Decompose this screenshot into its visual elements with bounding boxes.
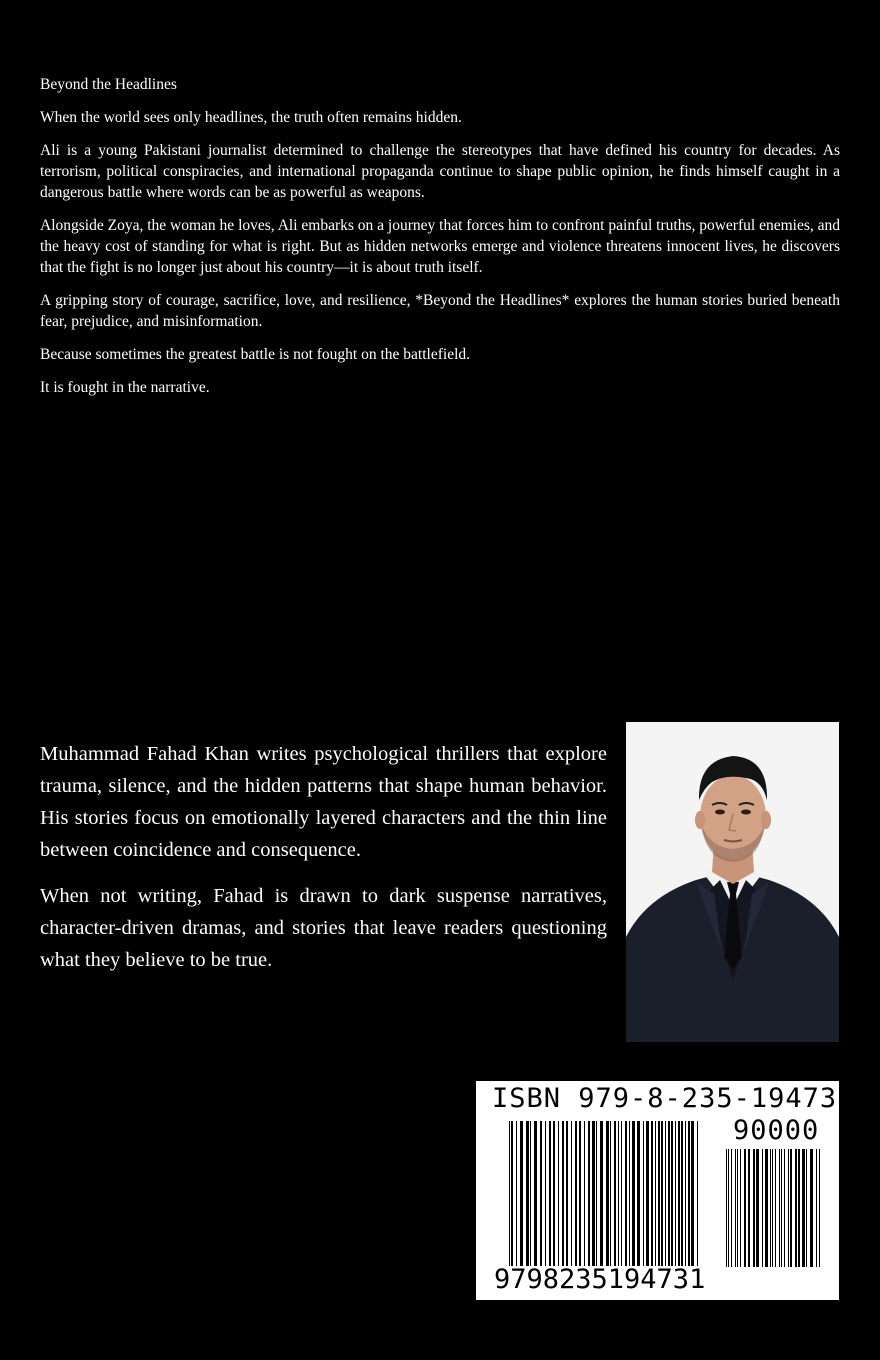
- ean-barcode-bars: [509, 1121, 701, 1269]
- ean-digits-label: 9798235194731: [494, 1264, 706, 1295]
- barcode-bar: [781, 1149, 782, 1267]
- barcode-bar: [770, 1149, 771, 1267]
- barcode-bar: [643, 1121, 644, 1266]
- barcode-bar: [632, 1121, 635, 1266]
- barcode-bar: [606, 1121, 609, 1266]
- barcode-bar: [540, 1121, 542, 1266]
- barcode-bar: [806, 1149, 807, 1267]
- barcode-bar: [671, 1121, 673, 1266]
- barcode-bar: [584, 1121, 585, 1266]
- barcode-bar: [735, 1149, 736, 1267]
- barcode-bar: [596, 1121, 597, 1266]
- barcode-bar: [621, 1121, 622, 1266]
- barcode-bar: [629, 1121, 630, 1266]
- blurb-title: Beyond the Headlines: [40, 76, 177, 93]
- barcode-bar: [665, 1121, 666, 1266]
- barcode-bar: [668, 1121, 670, 1266]
- price-code-label: 90000: [733, 1115, 820, 1146]
- book-blurb: [40, 74, 840, 410]
- barcode-bar: [795, 1149, 797, 1267]
- barcode-bar: [685, 1121, 686, 1266]
- barcode-bar: [618, 1121, 619, 1266]
- barcode-bar: [756, 1149, 759, 1267]
- barcode-bar: [762, 1149, 763, 1267]
- blurb-paragraph: Because sometimes the greatest battle is not fought on the battlefield.: [40, 346, 471, 363]
- blurb-paragraph: Alongside Zoya, the woman he loves, Ali embarks on a journey that forces him to confront painful truths, powerful enemies, and the heavy cost of standing for what is right. But as hidden networks emerge and violence threatens innocent lives, he discovers that the fight is no longer just about his country—it is about truth itself.: [40, 217, 840, 276]
- blurb-paragraph: It is fought in the narrative.: [40, 379, 210, 396]
- barcode-bar: [790, 1149, 792, 1267]
- barcode-bar: [788, 1149, 789, 1267]
- barcode-bar: [520, 1121, 523, 1266]
- price-addon-barcode-bars: [726, 1149, 826, 1269]
- isbn-barcode: [476, 1081, 872, 1300]
- barcode-bar: [779, 1149, 780, 1267]
- barcode-bar: [588, 1121, 590, 1266]
- barcode-bar: [775, 1149, 776, 1267]
- barcode-bar: [509, 1121, 510, 1266]
- isbn-label: ISBN 979-8-235-19473-1: [492, 1083, 872, 1114]
- barcode-bar: [526, 1121, 529, 1266]
- barcode-bar: [728, 1149, 729, 1267]
- barcode-bar: [558, 1121, 559, 1266]
- barcode-bar: [810, 1149, 813, 1267]
- blurb-paragraph: A gripping story of courage, sacrifice, love, and resilience, *Beyond the Headlines* explores the human stories buried beneath fear, prejudice, and misinformation.: [40, 292, 840, 330]
- barcode-bar: [562, 1121, 564, 1266]
- barcode-bar: [579, 1121, 581, 1266]
- barcode-bar: [688, 1121, 690, 1266]
- barcode-bar: [614, 1121, 616, 1266]
- barcode-bar: [566, 1121, 568, 1266]
- author-bio: [40, 738, 607, 990]
- blurb-paragraph: Ali is a young Pakistani journalist determined to challenge the stereotypes that have defined his country for decades. As terrorism, political conspiracies, and international propaganda continue to shape public opinion, he finds himself caught in a dangerous battle where words can be as powerful as weapons.: [40, 142, 840, 201]
- barcode-bar: [600, 1121, 603, 1266]
- author-photo: [626, 722, 839, 1042]
- barcode-bar: [646, 1121, 649, 1266]
- barcode-bar: [516, 1121, 517, 1266]
- barcode-bar: [651, 1121, 653, 1266]
- barcode-bar: [637, 1121, 640, 1266]
- barcode-bar: [678, 1121, 680, 1266]
- barcode-bar: [772, 1149, 773, 1267]
- barcode-bar: [534, 1121, 537, 1266]
- barcode-bar: [748, 1149, 750, 1267]
- barcode-bar: [545, 1121, 546, 1266]
- barcode-bar: [655, 1121, 656, 1266]
- barcode-bar: [553, 1121, 555, 1266]
- barcode-bar: [610, 1121, 611, 1266]
- barcode-bar: [816, 1149, 817, 1267]
- barcode-bar: [571, 1121, 572, 1266]
- barcode-bar: [819, 1149, 820, 1267]
- barcode-bar: [549, 1121, 551, 1266]
- barcode-bar: [726, 1149, 727, 1267]
- barcode-bar: [765, 1149, 768, 1267]
- barcode-bar: [737, 1149, 738, 1267]
- barcode-bar: [731, 1149, 732, 1267]
- barcode-bar: [740, 1149, 741, 1267]
- barcode-bar: [658, 1121, 660, 1266]
- barcode-bar: [675, 1121, 676, 1266]
- barcode-bar: [798, 1149, 800, 1267]
- barcode-bar: [697, 1121, 698, 1266]
- barcode-bar: [625, 1121, 627, 1266]
- barcode-bar: [575, 1121, 577, 1266]
- barcode-bar: [661, 1121, 663, 1266]
- blurb-paragraph: When the world sees only headlines, the truth often remains hidden.: [40, 109, 462, 126]
- barcode-bar: [753, 1149, 755, 1267]
- author-portrait-illustration: [626, 722, 839, 1042]
- barcode-bar: [691, 1121, 694, 1266]
- barcode-bar: [511, 1121, 513, 1266]
- bio-paragraph: When not writing, Fahad is drawn to dark suspense narratives, character-driven dramas, and stories that leave readers questioning what they believe to be true.: [40, 885, 607, 971]
- barcode-bar: [592, 1121, 595, 1266]
- barcode-bar: [802, 1149, 805, 1267]
- barcode-bar: [784, 1149, 785, 1267]
- barcode-bar: [681, 1121, 683, 1266]
- barcode-bar: [530, 1121, 531, 1266]
- bio-paragraph: Muhammad Fahad Khan writes psychological thrillers that explore trauma, silence, and the hidden patterns that shape human behavior. His stories focus on emotionally layered characters and the thin line between coincidence and consequence.: [40, 743, 607, 861]
- barcode-bar: [744, 1149, 746, 1267]
